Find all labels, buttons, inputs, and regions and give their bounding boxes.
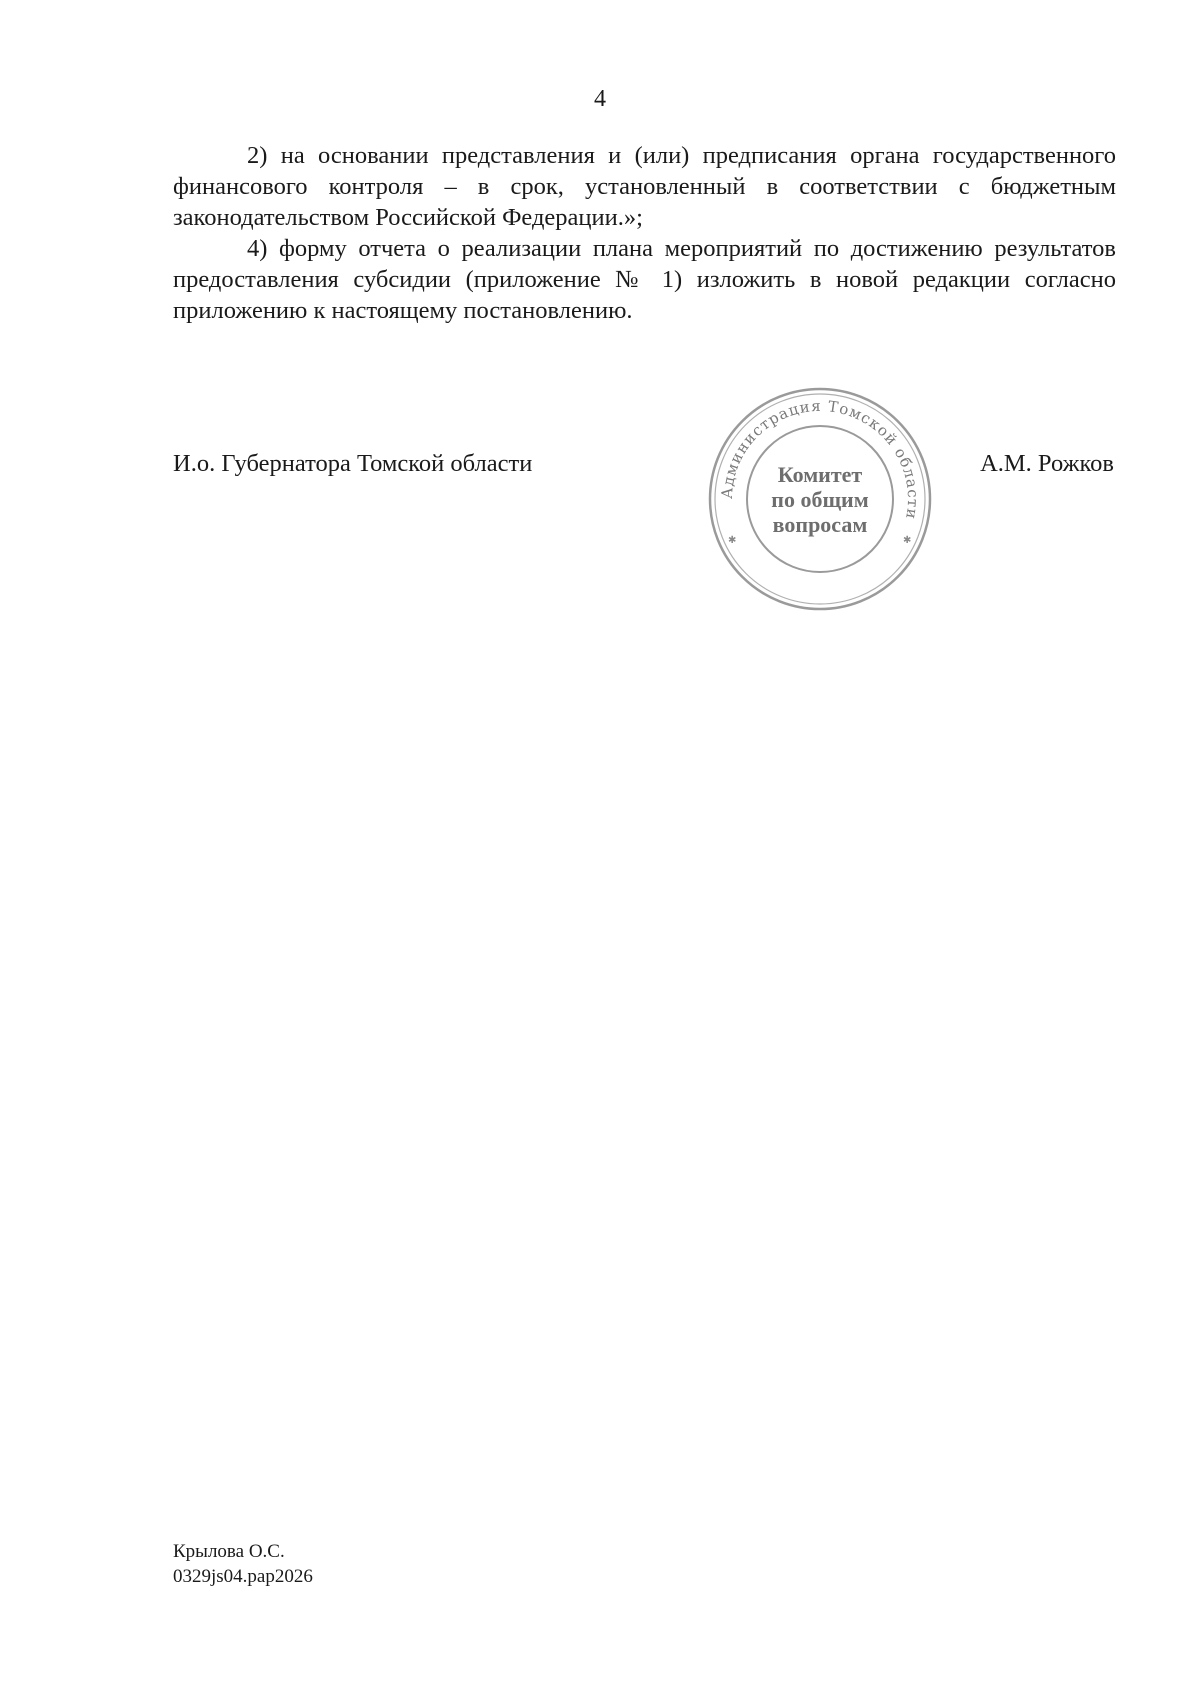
seal-center-line-2: по общим bbox=[771, 487, 869, 512]
paragraph-item-4: 4) форму отчета о реализации плана мероприятий по достижению результатов предоставления субсидии (приложение № 1) изложить в новой редакции согласно приложению к настоящему постановлению. bbox=[173, 235, 1116, 324]
seal-star-left-icon: ✱ bbox=[728, 535, 737, 546]
seal-star-right-icon: ✱ bbox=[903, 535, 912, 546]
seal-ring-text: Администрация Томской области bbox=[717, 396, 923, 522]
official-seal bbox=[706, 385, 934, 613]
page-number: 4 bbox=[594, 86, 606, 112]
seal-center-line-3: вопросам bbox=[772, 512, 868, 537]
signatory-position: И.о. Губернатора Томской области bbox=[173, 450, 533, 477]
seal-center-line-1: Комитет bbox=[777, 462, 863, 487]
seal-graphic bbox=[706, 385, 934, 613]
document-body bbox=[173, 140, 1116, 326]
paragraph-item-2: 2) на основании представления и (или) предписания органа государственного финансового контроля – в срок, установленный в соответствии с бюджетным законодательством Российской Федерации.»; bbox=[173, 142, 1116, 231]
signatory-name: А.М. Рожков bbox=[980, 450, 1114, 477]
document-code: 0329js04.pap2026 bbox=[173, 1566, 313, 1587]
executor-name: Крылова О.С. bbox=[173, 1541, 285, 1562]
